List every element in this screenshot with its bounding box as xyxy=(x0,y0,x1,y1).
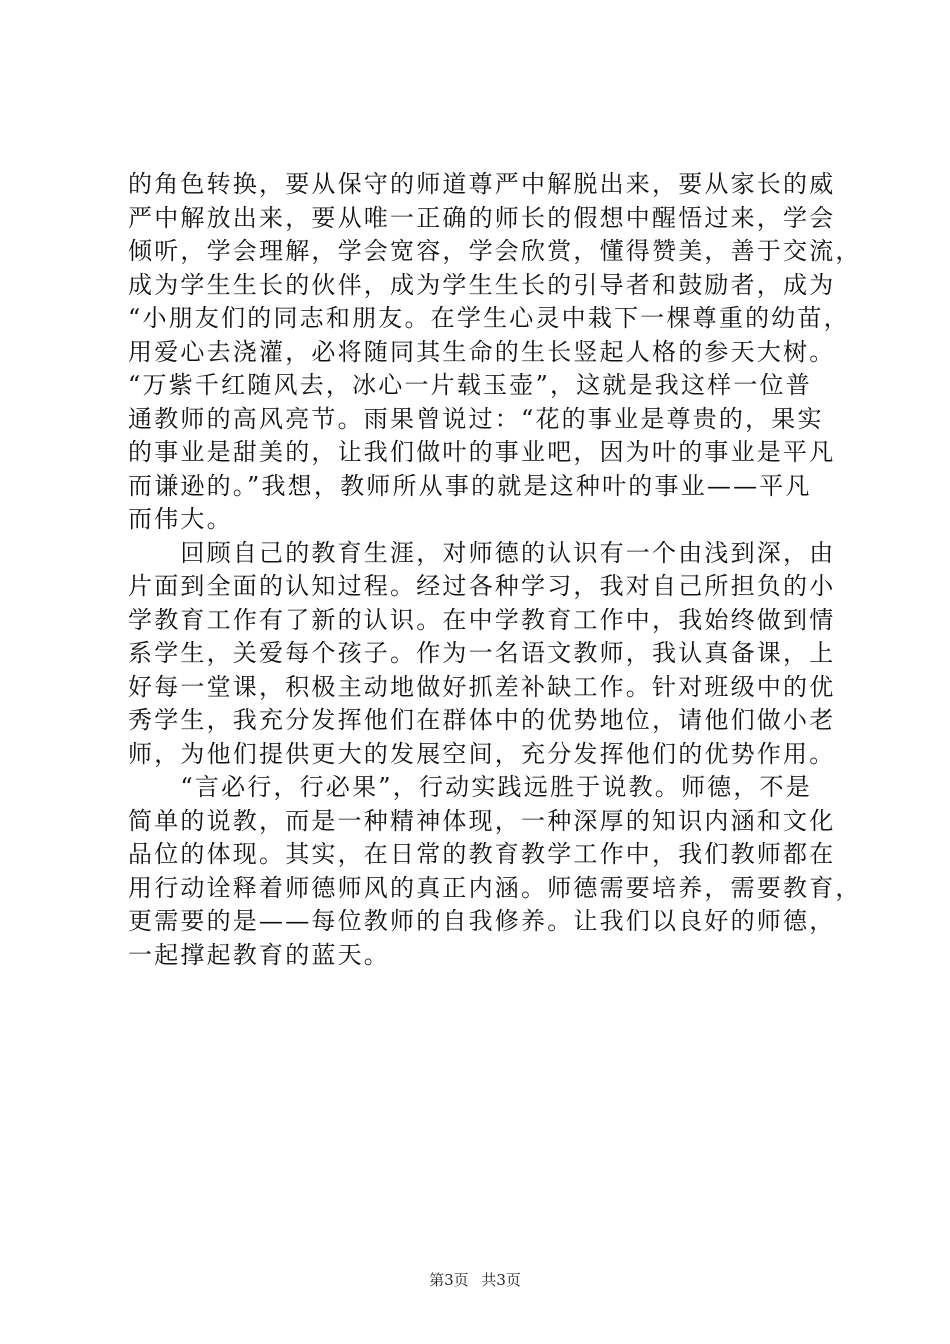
text-line: 秀学生，我充分发挥他们在群体中的优势地位，请他们做小老 xyxy=(128,706,836,734)
text-line: “万紫千红随风去，冰心一片载玉壶”，这就是我这样一位普 xyxy=(128,371,812,399)
text-line: 而伟大。 xyxy=(128,505,233,533)
text-line: 而谦逊的。”我想，教师所从事的就是这种叶的事业——平凡 xyxy=(128,471,812,500)
text-line: 通教师的高风亮节。雨果曾说过：“花的事业是尊贵的，果实 xyxy=(128,404,824,433)
text-line: 成为学生生长的伙伴，成为学生生长的引导者和鼓励者，成为 xyxy=(128,270,836,299)
text-line: 系学生，关爱每个孩子。作为一名语文教师，我认真备课，上 xyxy=(128,639,836,667)
text-line: 一起撑起教育的蓝天。 xyxy=(128,940,390,969)
text-line: 的角色转换，要从保守的师道尊严中解脱出来，要从家长的威 xyxy=(128,170,836,198)
text-line: 片面到全面的认知过程。经过各种学习，我对自己所担负的小 xyxy=(128,572,836,600)
text-line: 师，为他们提供更大的发展空间，充分发挥他们的优势作用。 xyxy=(128,739,836,768)
text-line: “小朋友们的同志和朋友。在学生心灵中栽下一棵尊重的幼苗， xyxy=(128,304,850,332)
text-line: 更需要的是——每位教师的自我修养。让我们以良好的师德， xyxy=(128,907,836,935)
text-line: 用行动诠释着师德师风的真正内涵。师德需要培养，需要教育， xyxy=(128,873,862,902)
text-line: 用爱心去浇灌，必将随同其生命的生长竖起人格的参天大树。 xyxy=(128,337,836,366)
text-line: 倾听，学会理解，学会宽容，学会欣赏，懂得赞美，善于交流， xyxy=(128,237,862,265)
text-line: 回顾自己的教育生涯，对师德的认识有一个由浅到深，由 xyxy=(128,538,836,567)
text-line: 好每一堂课，积极主动地做好抓差补缺工作。针对班级中的优 xyxy=(128,672,836,701)
document-body xyxy=(128,168,862,972)
text-line: 简单的说教，而是一种精神体现，一种深厚的知识内涵和文化 xyxy=(128,806,836,835)
text-line: 学教育工作有了新的认识。在中学教育工作中，我始终做到情 xyxy=(128,605,836,634)
page-total: 共3页 xyxy=(481,1271,521,1289)
text-line: “言必行，行必果”，行动实践远胜于说教。师德，不是 xyxy=(128,773,812,801)
page-number: 第3页 xyxy=(429,1271,469,1289)
text-line: 品位的体现。其实，在日常的教育教学工作中，我们教师都在 xyxy=(128,840,836,868)
text-line: 严中解放出来，要从唯一正确的师长的假想中醒悟过来，学会 xyxy=(128,203,836,232)
text-line: 的事业是甜美的，让我们做叶的事业吧，因为叶的事业是平凡 xyxy=(128,438,836,466)
page-footer xyxy=(0,1269,950,1290)
